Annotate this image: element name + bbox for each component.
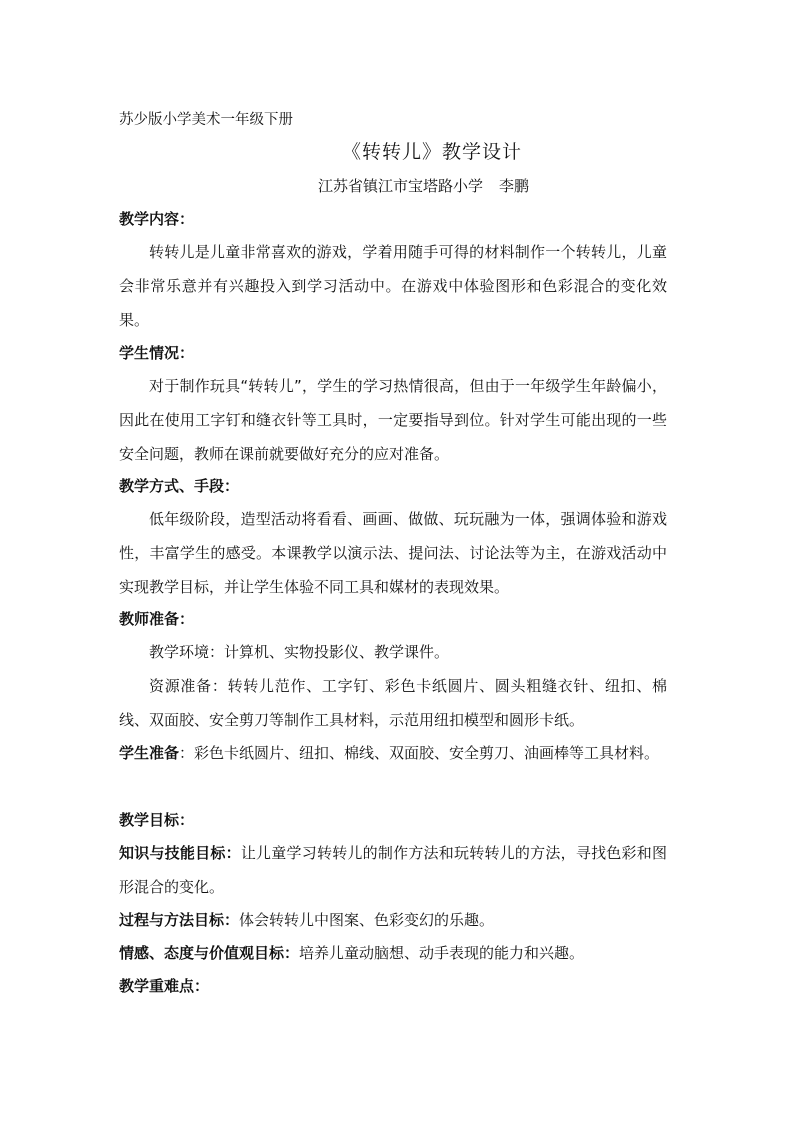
author-line [318,169,529,203]
teacher-prep-resources: 资源准备：转转儿范作、工字钉、彩色卡纸圆片、圆头粗缝衣针、纽扣、棉线、双面胶、安全剪刀等制作工具材料，示范用纽扣模型和圆形卡纸。 [119,677,667,729]
student-prep-text: ：彩色卡纸圆片、纽扣、棉线、双面胶、安全剪刀、油画棒等工具材料。 [179,744,660,762]
school-name: 江苏省镇江市宝塔路小学 [318,177,484,195]
teacher-prep-environment: 教学环境：计算机、实物投影仪、教学课件。 [149,643,450,661]
section-text-methods: 低年级阶段，造型活动将看看、画画、做做、玩玩融为一体，强调体验和游戏性，丰富学生的感受。本课教学以演示法、提问法、讨论法等为主，在游戏活动中实现教学目标，并让学生体验不同工具和媒材的表现效果。 [119,510,667,596]
student-prep-paragraph [119,736,667,770]
section-heading-key-points: 教学重难点： [119,977,210,995]
document-title: 《转转儿》教学设计 [342,141,523,163]
section-heading-goals: 教学目标： [119,811,195,829]
goal-process-paragraph [119,903,667,937]
author-name: 李鹏 [499,177,530,195]
section-text-content: 转转儿是儿童非常喜欢的游戏，学着用随手可得的材料制作一个转转儿，儿童会非常乐意并有兴趣投入到学习活动中。在游戏中体验图形和色彩混合的变化效果。 [119,243,667,329]
section-heading-students: 学生情况： [119,344,195,362]
goal-process-label: 过程与方法目标： [119,911,240,929]
section-heading-teacher-prep: 教师准备： [119,610,195,628]
subject-line: 苏少版小学美术一年级下册 [119,112,293,128]
goal-knowledge-paragraph [119,836,667,904]
goal-knowledge-text: 让儿童学习转转儿的制作方法和玩转转儿的方法，寻找色彩和图形混合的变化。 [119,844,667,896]
student-prep-label: 学生准备 [119,744,180,762]
section-text-students: 对于制作玩具“转转儿”，学生的学习热情很高，但由于一年级学生年龄偏小，因此在使用工字钉和缝衣针等工具时，一定要指导到位。针对学生可能出现的一些安全问题，教师在课前就要做好充分的应对准备。 [119,377,667,463]
goal-knowledge-label: 知识与技能目标： [119,844,241,862]
goal-emotion-paragraph [119,936,667,970]
section-heading-methods: 教学方式、手段： [119,477,240,495]
section-heading-content: 教学内容： [119,210,195,228]
goal-emotion-label: 情感、态度与价值观目标： [119,944,300,962]
goal-process-text: 体会转转儿中图案、色彩变幻的乐趣。 [239,911,495,929]
goal-emotion-text: 培养儿童动脑想、动手表现的能力和兴趣。 [299,944,585,962]
